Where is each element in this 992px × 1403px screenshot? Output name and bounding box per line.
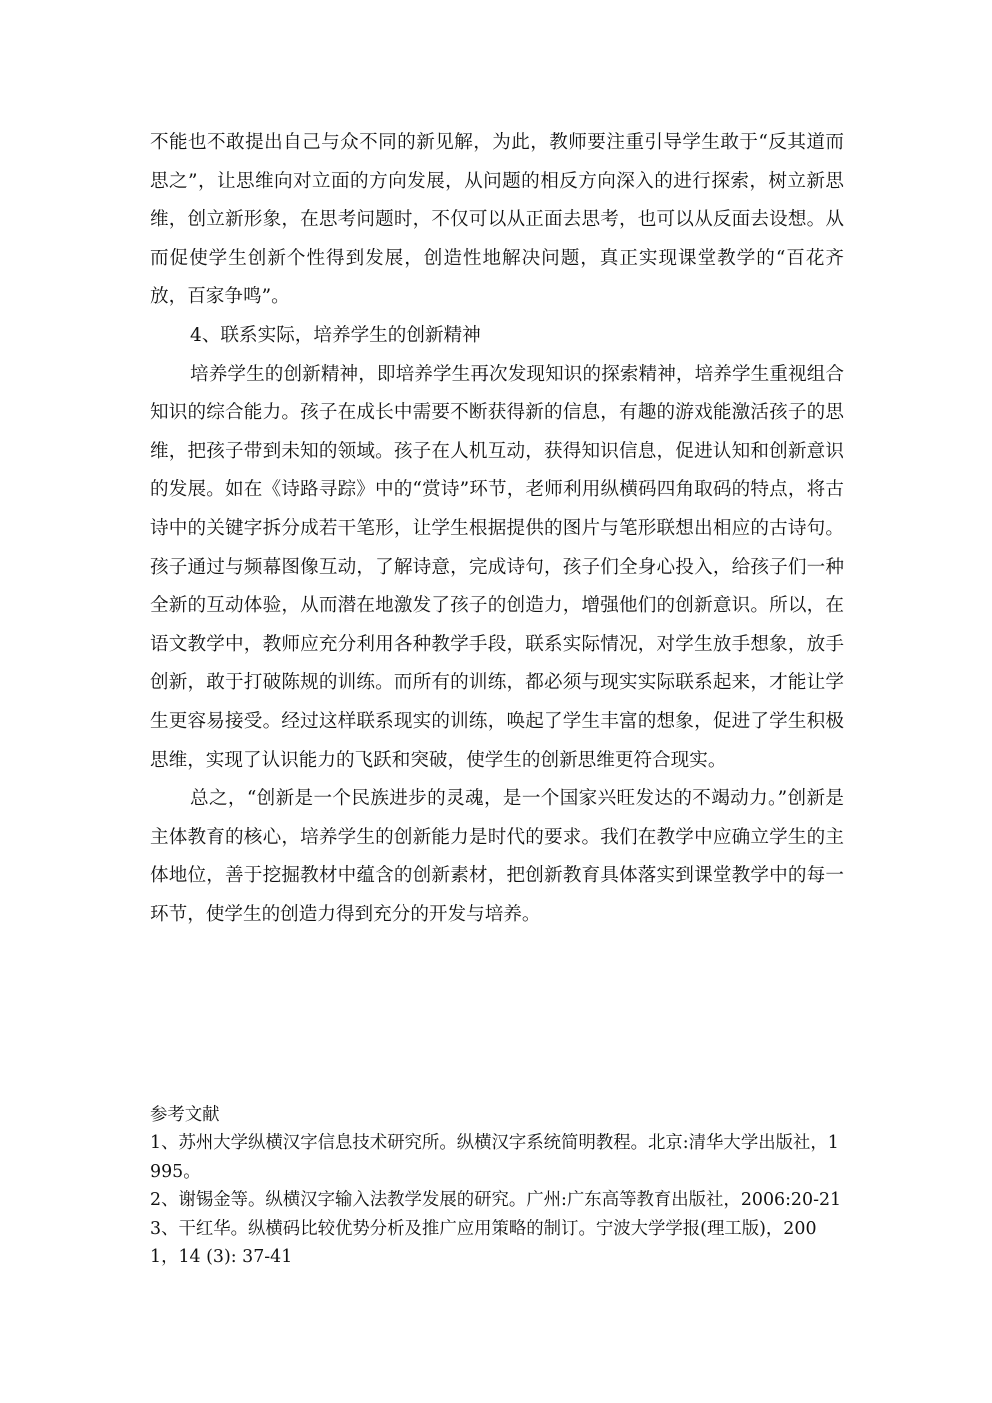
references-section [150,1101,844,1271]
paragraph-continuation: 不能也不敢提出自己与众不同的新见解，为此，教师要注重引导学生敢于“反其道而思之”，让思维向对立面的方向发展，从问题的相反方向深入的进行探索，树立新思维，创立新形象，在思考问题时，不仅可以从正面去思考，也可以从反面去设想。从而促使学生创新个性得到发展，创造性地解决问题，真正实现课堂教学的“百花齐放，百家争鸣”。 [150,132,844,308]
references-heading: 参考文献 [150,1105,220,1125]
document-body [150,124,844,934]
reference-item: 2、谢锡金等。纵横汉字输入法教学发展的研究。广州:广东高等教育出版社，2006:20-21 [150,1190,842,1211]
section-heading: 4、联系实际，培养学生的创新精神 [190,324,481,346]
paragraph-innovation-spirit: 培养学生的创新精神，即培养学生再次发现知识的探索精神，培养学生重视组合知识的综合能力。孩子在成长中需要不断获得新的信息，有趣的游戏能激活孩子的思维，把孩子带到未知的领域。孩子在人机互动，获得知识信息，促进认知和创新意识的发展。如在《诗路寻踪》中的“赏诗”环节，老师利用纵横码四角取码的特点，将古诗中的关键字拆分成若干笔形，让学生根据提供的图片与笔形联想出相应的古诗句。孩子通过与频幕图像互动，了解诗意，完成诗句，孩子们全身心投入，给孩子们一种全新的互动体验，从而潜在地激发了孩子的创造力，增强他们的创新意识。所以，在语文教学中，教师应充分利用各种教学手段，联系实际情况，对学生放手想象，放手创新，敢于打破陈规的训练。而所有的训练，都必须与现实实际联系起来，才能让学生更容易接受。经过这样联系现实的训练，唤起了学生丰富的想象，促进了学生积极思维，实现了认识能力的飞跃和突破，使学生的创新思维更符合现实。 [150,363,844,771]
reference-item: 1、苏州大学纵横汉字信息技术研究所。纵横汉字系统简明教程。北京:清华大学出版社，1995。 [150,1133,839,1182]
paragraph-conclusion: 总之，“创新是一个民族进步的灵魂，是一个国家兴旺发达的不竭动力。”创新是主体教育的核心，培养学生的创新能力是时代的要求。我们在教学中应确立学生的主体地位，善于挖掘教材中蕴含的创新素材，把创新教育具体落实到课堂教学中的每一环节，使学生的创造力得到充分的开发与培养。 [150,788,844,925]
reference-item: 3、干红华。纵横码比较优势分析及推广应用策略的制订。宁波大学学报(理工版)，2001，14 (3): 37-41 [150,1218,817,1268]
